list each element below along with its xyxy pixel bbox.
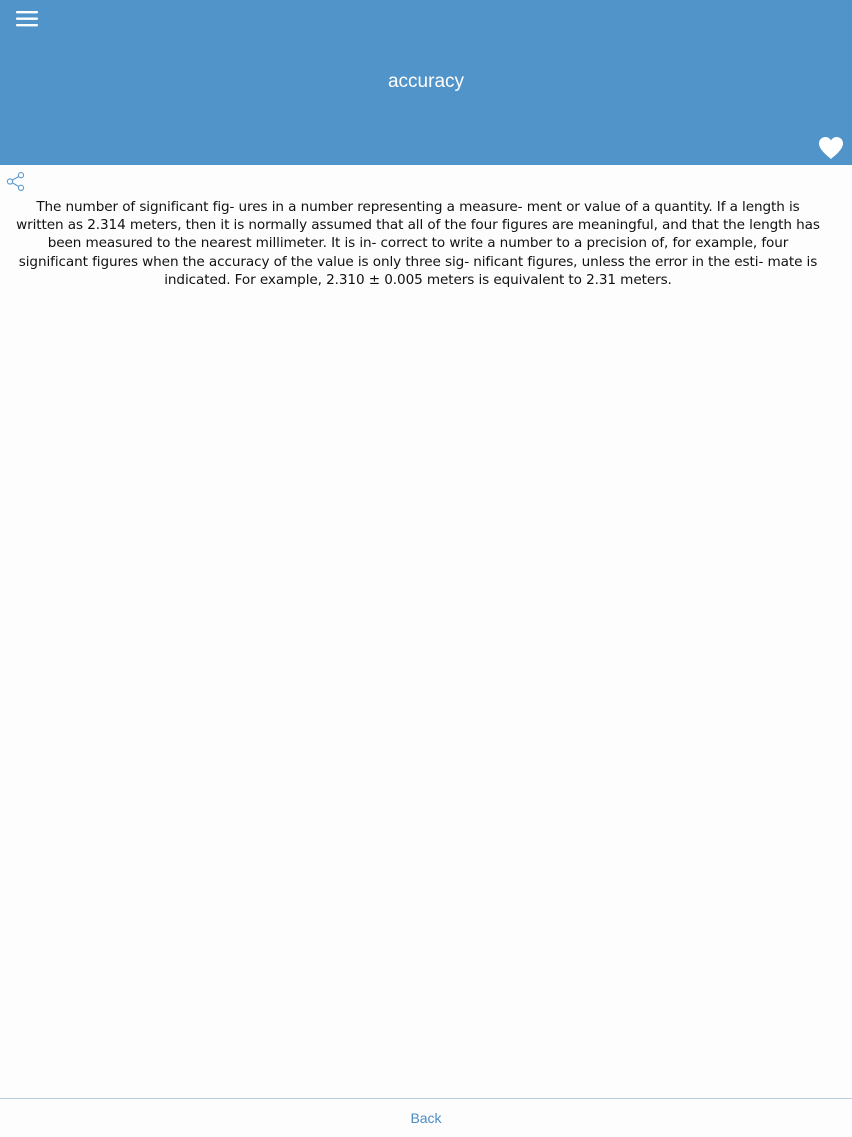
menu-button[interactable] [12, 6, 42, 32]
page-title: accuracy [387, 71, 465, 92]
favorite-button[interactable] [816, 134, 846, 162]
share-button[interactable] [5, 171, 27, 192]
heart-icon [816, 134, 846, 162]
footer-bar [0, 1098, 852, 1137]
back-button[interactable]: Back [410, 1110, 442, 1126]
hamburger-menu-icon [12, 6, 42, 32]
share-icon [5, 171, 27, 192]
definition-text: The number of significant fig- ures in a number representing a measure- ment or value of a quantity. If a length is written as 2.314 meters, then it is normally assumed that all of the four figures are meaningful, and that the length has been measured to the nearest millimeter. It is in- correct to write a number to a precision of, for example, four significant figures when the accuracy of the value is only three sig- nificant figures, unless the error in the esti- mate is indicated. For example, 2.310 ± 0.005 meters is equivalent to 2.31 meters. [16, 199, 820, 288]
header-bar [0, 0, 852, 165]
